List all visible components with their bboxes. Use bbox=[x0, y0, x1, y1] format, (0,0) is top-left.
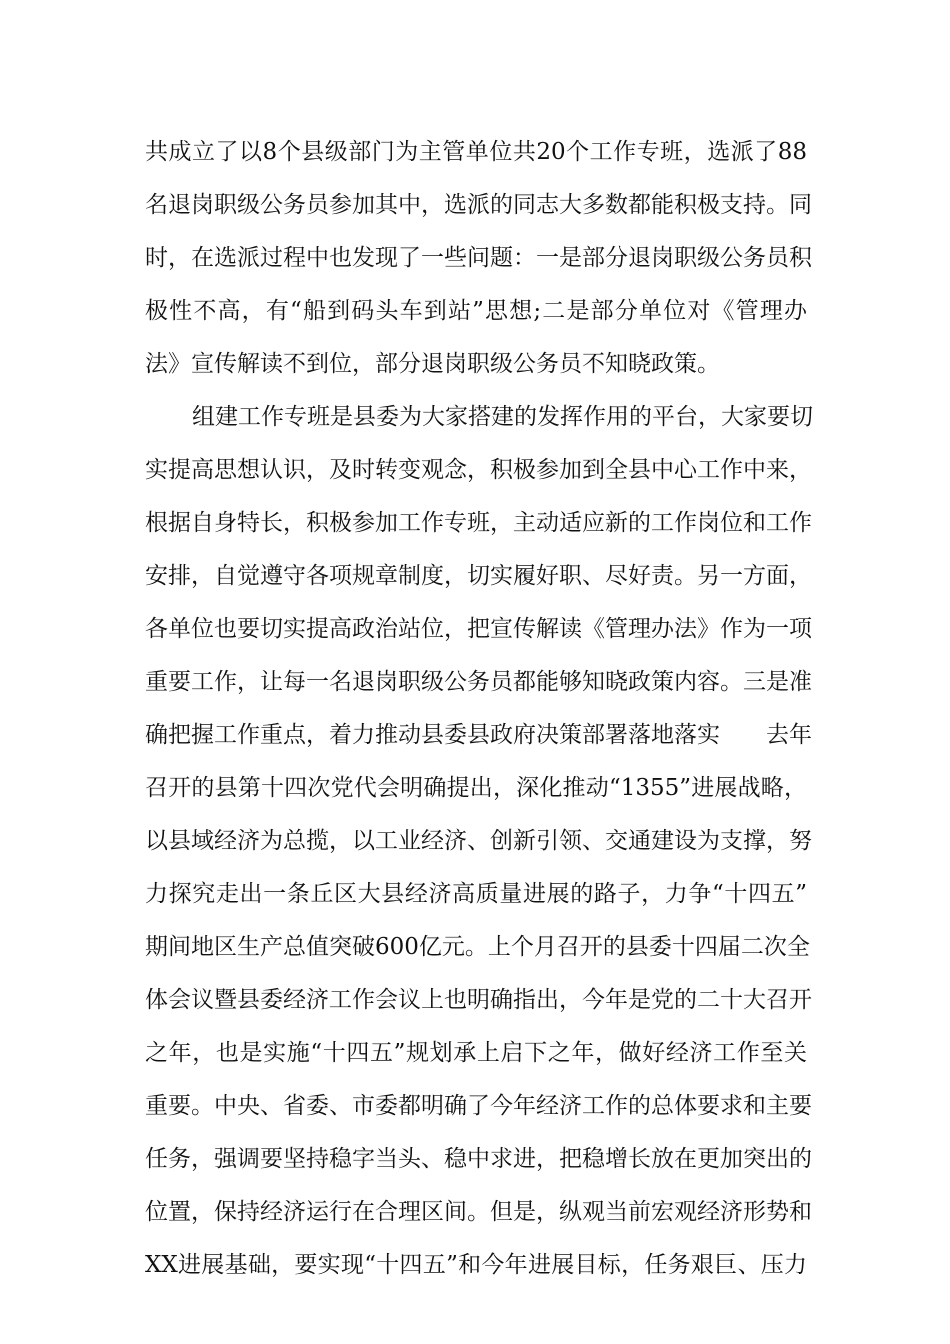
text-line: 安排，自觉遵守各项规章制度，切实履好职、尽好责。另一方面， bbox=[145, 563, 812, 589]
text-line: 共成立了以8个县级部门为主管单位共20个工作专班，选派了88 bbox=[145, 139, 807, 165]
text-line: 根据自身特长，积极参加工作专班，主动适应新的工作岗位和工作 bbox=[145, 510, 812, 536]
text-line: 以县域经济为总揽，以工业经济、创新引领、交通建设为支撑，努 bbox=[145, 828, 812, 854]
text-line: 名退岗职级公务员参加其中，选派的同志大多数都能积极支持。同 bbox=[145, 192, 812, 218]
text-line: 各单位也要切实提高政治站位，把宣传解读《管理办法》作为一项 bbox=[145, 616, 812, 642]
text-line: 重要工作，让每一名退岗职级公务员都能够知晓政策内容。三是准 bbox=[145, 669, 812, 695]
text-line: 极性不高，有“船到码头车到站”思想;二是部分单位对《管理办 bbox=[145, 298, 807, 324]
text-line: 召开的县第十四次党代会明确提出，深化推动“1355”进展战略， bbox=[145, 775, 807, 801]
text-line: 期间地区生产总值突破600亿元。上个月召开的县委十四届二次全 bbox=[145, 934, 810, 960]
text-line: 力探究走出一条丘区大县经济高质量进展的路子，力争“十四五” bbox=[145, 881, 807, 907]
text-line: 重要。中央、省委、市委都明确了今年经济工作的总体要求和主要 bbox=[145, 1093, 812, 1119]
text-line: XX进展基础，要实现“十四五”和今年进展目标，任务艰巨、压力 bbox=[145, 1252, 807, 1278]
text-line: 时，在选派过程中也发现了一些问题：一是部分退岗职级公务员积 bbox=[145, 245, 812, 271]
text-line: 任务，强调要坚持稳字当头、稳中求进，把稳增长放在更加突出的 bbox=[145, 1146, 812, 1172]
text-line: 之年，也是实施“十四五”规划承上启下之年，做好经济工作至关 bbox=[145, 1040, 807, 1066]
text-line: 体会议暨县委经济工作会议上也明确指出，今年是党的二十大召开 bbox=[145, 987, 812, 1013]
text-line: 确把握工作重点，着力推动县委县政府决策部署落地落实 去年 bbox=[145, 722, 812, 748]
text-line: 组建工作专班是县委为大家搭建的发挥作用的平台，大家要切 bbox=[192, 404, 813, 430]
text-line: 位置，保持经济运行在合理区间。但是，纵观当前宏观经济形势和 bbox=[145, 1199, 812, 1225]
text-line: 法》宣传解读不到位，部分退岗职级公务员不知晓政策。 bbox=[145, 351, 720, 377]
text-line: 实提高思想认识，及时转变观念，积极参加到全县中心工作中来， bbox=[145, 457, 812, 483]
